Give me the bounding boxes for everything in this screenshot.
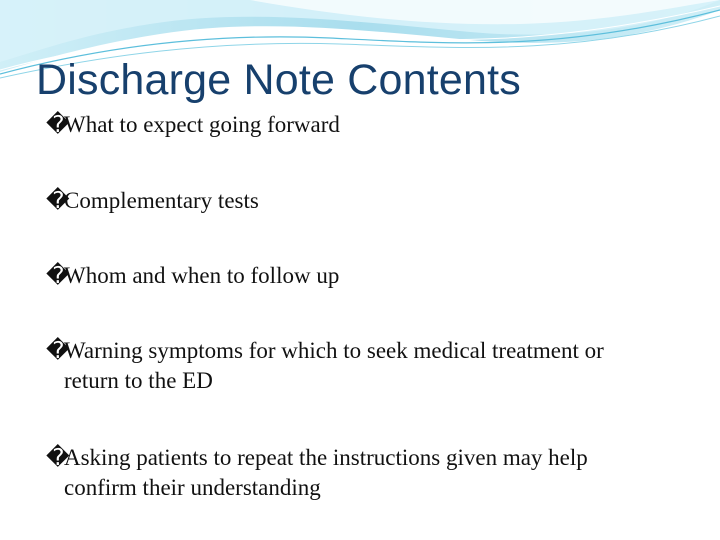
list-item [46, 186, 664, 216]
list-item [46, 261, 664, 291]
list-item-text: Warning symptoms for which to seek medical treatment or return to the ED [64, 338, 604, 393]
list-item [46, 443, 664, 503]
list-item-text: Asking patients to repeat the instructions given may help confirm their understanding [64, 445, 588, 500]
list-item-text: Whom and when to follow up [64, 263, 340, 288]
bullet-marker: � [46, 112, 70, 138]
list-item-text: What to expect going forward [64, 112, 340, 137]
bullet-marker: � [46, 445, 70, 471]
list-item [46, 110, 664, 140]
page-title: Discharge Note Contents [36, 56, 522, 104]
bullet-marker: � [46, 263, 70, 289]
list-item [46, 336, 604, 396]
bullet-marker: � [46, 188, 70, 214]
list-item-text: Complementary tests [64, 188, 259, 213]
bullet-marker: � [46, 338, 70, 364]
